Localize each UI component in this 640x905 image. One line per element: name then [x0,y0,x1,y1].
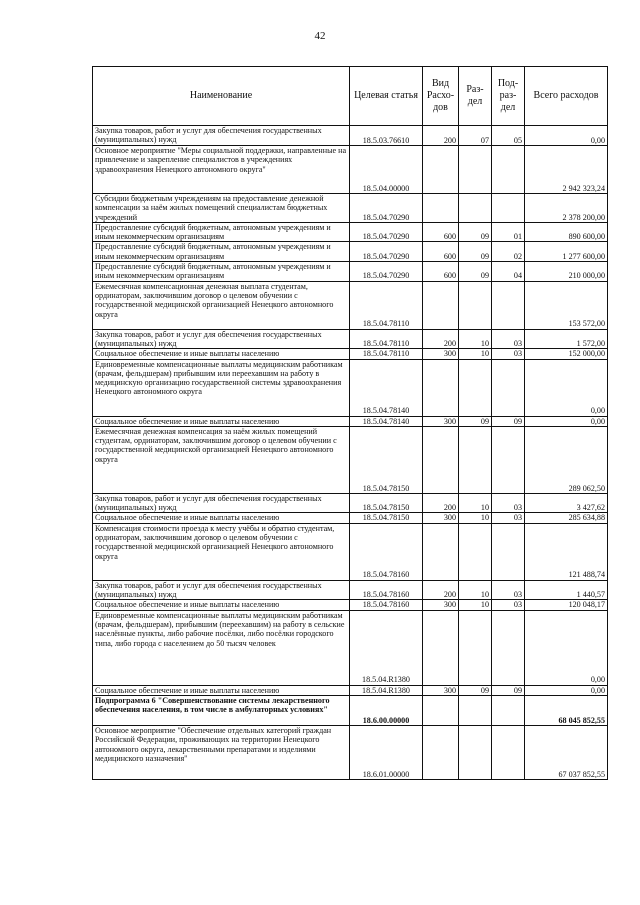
row-name: Социальное обеспечение и иные выплаты населению [93,349,350,359]
row-target: 18.6.01.00000 [350,725,423,779]
row-name: Ежемесячная компенсационная денежная выплата студентам, ординаторам, заключившим договор о целевом обучении с государственной медицинской организацией Ненецкого автономного округа [93,281,350,329]
row-target: 18.5.03.76610 [350,126,423,146]
table-header-row [93,67,608,126]
row-name: Единовременные компенсационные выплаты медицинским работникам (врачам, фельдшерам), прибывшим (переехавшим) на работу в сельские населённые пункты, либо рабочие посёлки, либо посёлки городского типа, либо города с населением до 50 тысяч человек [93,610,350,685]
row-target: 18.5.04.70290 [350,194,423,223]
row-expense-type: 300 [423,416,459,426]
row-total: 0,00 [525,610,608,685]
row-name: Предоставление субсидий бюджетным, автономным учреждениям и иным некоммерческим организациям [93,262,350,282]
row-name: Закупка товаров, работ и услуг для обеспечения государственных (муниципальных) нужд [93,580,350,600]
row-section: 10 [459,600,492,610]
row-total: 0,00 [525,359,608,416]
row-subsection: 01 [492,222,525,242]
table-row [93,262,608,282]
row-expense-type [423,523,459,580]
row-target: 18.5.04.78110 [350,329,423,349]
row-total: 1 572,00 [525,329,608,349]
row-target: 18.5.04.70290 [350,262,423,282]
row-name: Основное мероприятие "Обеспечение отдельных категорий граждан Российской Федерации, проживающих на территории Ненецкого автономного округа, лекарственными препаратами и изделиями медицинского назначения" [93,725,350,779]
row-target: 18.5.04.78110 [350,281,423,329]
row-subsection: 03 [492,493,525,513]
table-row [93,242,608,262]
row-section: 09 [459,685,492,695]
row-section [459,523,492,580]
row-total: 1 440,57 [525,580,608,600]
row-target: 18.5.04.70290 [350,222,423,242]
row-expense-type: 300 [423,349,459,359]
table-row [93,685,608,695]
header-name: Наименование [93,67,350,126]
row-name: Подпрограмма 6 "Совершенствование системы лекарственного обеспечения населения, в том числе в амбулаторных условиях" [93,695,350,725]
row-expense-type [423,281,459,329]
row-total: 890 600,00 [525,222,608,242]
row-total: 210 000,00 [525,262,608,282]
row-target: 18.5.04.70290 [350,242,423,262]
table-row [93,426,608,493]
row-section [459,194,492,223]
row-total: 3 427,62 [525,493,608,513]
table-row [93,513,608,523]
row-expense-type: 200 [423,329,459,349]
row-section: 09 [459,416,492,426]
header-total: Всего расходов [525,67,608,126]
row-subsection [492,359,525,416]
row-expense-type: 200 [423,493,459,513]
table-row [93,695,608,725]
row-subsection [492,194,525,223]
row-name: Субсидии бюджетным учреждениям на предоставление денежной компенсации за наём жилых помещений специалистам бюджетных учреждений [93,194,350,223]
row-section [459,725,492,779]
row-subsection [492,610,525,685]
row-subsection: 05 [492,126,525,146]
row-subsection: 09 [492,416,525,426]
row-section: 07 [459,126,492,146]
row-total: 2 378 200,00 [525,194,608,223]
table-row [93,222,608,242]
table-row [93,349,608,359]
header-subsection: Под- раз- дел [492,67,525,126]
row-target: 18.5.04.R1380 [350,685,423,695]
table-row [93,580,608,600]
row-subsection [492,725,525,779]
row-expense-type [423,146,459,194]
table-row [93,126,608,146]
table-row [93,493,608,513]
row-subsection [492,281,525,329]
table-row [93,281,608,329]
row-name: Предоставление субсидий бюджетным, автономным учреждениям и иным некоммерческим организациям [93,222,350,242]
row-expense-type [423,610,459,685]
row-target: 18.5.04.78140 [350,416,423,426]
row-target: 18.5.04.00000 [350,146,423,194]
row-total: 289 062,50 [525,426,608,493]
row-target: 18.5.04.78140 [350,359,423,416]
row-subsection: 09 [492,685,525,695]
row-target: 18.5.04.78110 [350,349,423,359]
row-total: 0,00 [525,685,608,695]
row-subsection: 03 [492,349,525,359]
row-subsection: 03 [492,329,525,349]
row-subsection: 03 [492,580,525,600]
row-target: 18.5.04.78160 [350,600,423,610]
table-row [93,610,608,685]
row-target: 18.5.04.78150 [350,513,423,523]
row-total: 285 634,88 [525,513,608,523]
row-subsection [492,523,525,580]
row-expense-type [423,725,459,779]
row-name: Единовременные компенсационные выплаты медицинским работникам (врачам, фельдшерам) прибывшим или переехавшим на работу в медицинскую организацию государственной системы здравоохранения Ненецкого автономного округа [93,359,350,416]
row-total: 0,00 [525,416,608,426]
row-subsection: 02 [492,242,525,262]
row-subsection [492,695,525,725]
header-target: Целевая статья [350,67,423,126]
row-total: 68 045 852,55 [525,695,608,725]
page-number: 42 [314,30,326,42]
row-expense-type [423,695,459,725]
row-name: Предоставление субсидий бюджетным, автономным учреждениям и иным некоммерческим организациям [93,242,350,262]
row-subsection: 03 [492,600,525,610]
row-expense-type: 200 [423,126,459,146]
row-name: Основное мероприятие "Меры социальной поддержки, направленные на привлечение и закрепление специалистов в учреждениях здравоохранения Ненецкого автономного округа" [93,146,350,194]
row-section: 10 [459,493,492,513]
row-total: 120 048,17 [525,600,608,610]
row-subsection: 03 [492,513,525,523]
row-section: 10 [459,329,492,349]
row-section [459,146,492,194]
row-name: Компенсация стоимости проезда к месту учёбы и обратно студентам, ординаторам, заключившим договор о целевом обучении с государственной медицинской организацией Ненецкого автономного округа [93,523,350,580]
row-expense-type [423,194,459,223]
row-expense-type: 600 [423,242,459,262]
row-expense-type: 600 [423,222,459,242]
row-section: 09 [459,222,492,242]
row-expense-type: 200 [423,580,459,600]
table-row [93,600,608,610]
row-target: 18.5.04.78160 [350,580,423,600]
row-total: 0,00 [525,126,608,146]
budget-table [92,66,608,780]
table-row [93,329,608,349]
row-section: 09 [459,242,492,262]
row-section: 10 [459,349,492,359]
row-section [459,695,492,725]
table-row [93,416,608,426]
row-name: Социальное обеспечение и иные выплаты населению [93,600,350,610]
table-row [93,359,608,416]
row-section: 10 [459,513,492,523]
row-total: 152 000,00 [525,349,608,359]
row-section [459,610,492,685]
row-target: 18.5.04.78150 [350,493,423,513]
row-total: 1 277 600,00 [525,242,608,262]
row-section: 10 [459,580,492,600]
header-expense-type: Вид Расхо- дов [423,67,459,126]
row-name: Социальное обеспечение и иные выплаты населению [93,513,350,523]
row-total: 67 037 852,55 [525,725,608,779]
row-total: 2 942 323,24 [525,146,608,194]
row-target: 18.5.04.R1380 [350,610,423,685]
row-section: 09 [459,262,492,282]
row-expense-type [423,426,459,493]
row-total: 153 572,00 [525,281,608,329]
row-expense-type: 300 [423,685,459,695]
row-section [459,281,492,329]
row-total: 121 488,74 [525,523,608,580]
row-name: Ежемесячная денежная компенсация за наём жилых помещений студентам, ординаторам, заключившим договор о целевом обучении с государственной медицинской организацией Ненецкого автономного округа [93,426,350,493]
row-target: 18.6.00.00000 [350,695,423,725]
row-expense-type: 300 [423,600,459,610]
table-row [93,194,608,223]
row-name: Социальное обеспечение и иные выплаты населению [93,685,350,695]
row-subsection [492,146,525,194]
table-row [93,146,608,194]
row-expense-type [423,359,459,416]
row-subsection [492,426,525,493]
row-name: Социальное обеспечение и иные выплаты населению [93,416,350,426]
row-name: Закупка товаров, работ и услуг для обеспечения государственных (муниципальных) нужд [93,329,350,349]
row-expense-type: 600 [423,262,459,282]
row-expense-type: 300 [423,513,459,523]
row-subsection: 04 [492,262,525,282]
row-target: 18.5.04.78150 [350,426,423,493]
row-name: Закупка товаров, работ и услуг для обеспечения государственных (муниципальных) нужд [93,126,350,146]
row-name: Закупка товаров, работ и услуг для обеспечения государственных (муниципальных) нужд [93,493,350,513]
row-section [459,359,492,416]
row-section [459,426,492,493]
table-row [93,523,608,580]
table-row [93,725,608,779]
row-target: 18.5.04.78160 [350,523,423,580]
header-section: Раз- дел [459,67,492,126]
